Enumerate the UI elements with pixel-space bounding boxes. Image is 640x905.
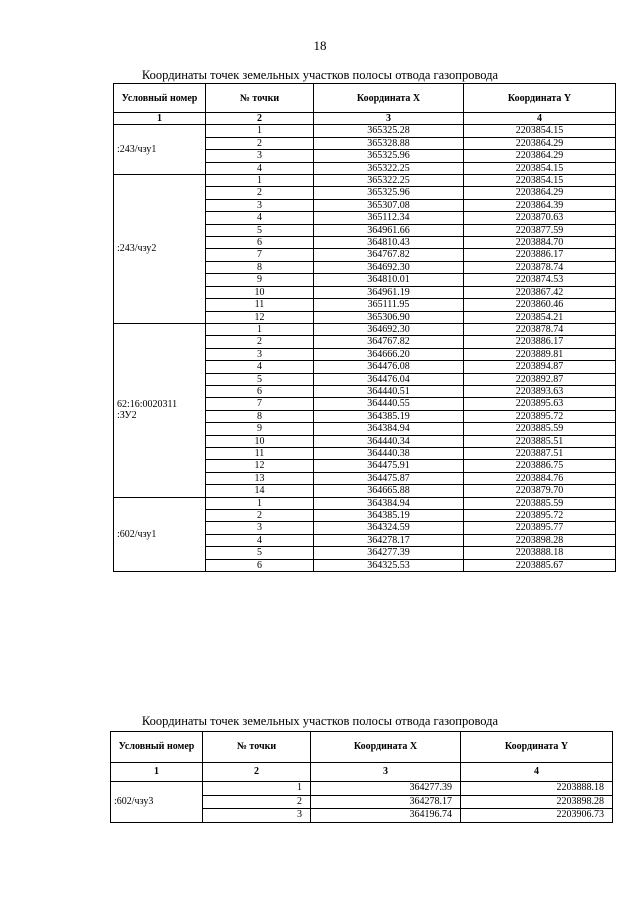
point-number-cell: 2 [206, 510, 314, 522]
point-number-cell: 12 [206, 460, 314, 472]
coord-y-cell: 2203864.29 [464, 137, 616, 149]
header-point-number: № точки [206, 84, 314, 113]
table-row [114, 497, 616, 509]
header-coord-y: Координата Y [461, 732, 613, 763]
coord-x-cell: 364810.43 [314, 237, 464, 249]
coord-x-cell: 364277.39 [311, 782, 461, 796]
point-number-cell: 1 [206, 323, 314, 335]
point-number-cell: 4 [206, 162, 314, 174]
header-point-number: № точки [203, 732, 311, 763]
coord-y-cell: 2203895.72 [464, 410, 616, 422]
point-number-cell: 6 [206, 385, 314, 397]
coord-y-cell: 2203854.15 [464, 125, 616, 137]
point-number-cell: 2 [206, 137, 314, 149]
table-row [114, 175, 616, 187]
header-parcel-id: Условный номер [111, 732, 203, 763]
point-number-cell: 10 [206, 286, 314, 298]
point-number-cell: 1 [206, 497, 314, 509]
point-number-cell: 9 [206, 274, 314, 286]
index-cell: 3 [314, 113, 464, 125]
point-number-cell: 3 [206, 150, 314, 162]
table-row [114, 125, 616, 137]
point-number-cell: 1 [206, 175, 314, 187]
coord-y-cell: 2203895.77 [464, 522, 616, 534]
coord-y-cell: 2203885.51 [464, 435, 616, 447]
coord-x-cell: 364324.59 [314, 522, 464, 534]
point-number-cell: 2 [206, 336, 314, 348]
coord-y-cell: 2203892.87 [464, 373, 616, 385]
coord-y-cell: 2203895.72 [464, 510, 616, 522]
coord-x-cell: 364385.19 [314, 410, 464, 422]
header-coord-x: Координата X [314, 84, 464, 113]
coord-y-cell: 2203860.46 [464, 299, 616, 311]
coord-y-cell: 2203894.87 [464, 361, 616, 373]
coord-x-cell: 364476.04 [314, 373, 464, 385]
coord-x-cell: 364384.94 [314, 423, 464, 435]
coord-y-cell: 2203877.59 [464, 224, 616, 236]
coord-y-cell: 2203884.76 [464, 472, 616, 484]
header-parcel-id: Условный номер [114, 84, 206, 113]
coord-x-cell: 364440.51 [314, 385, 464, 397]
point-number-cell: 11 [206, 299, 314, 311]
point-number-cell: 7 [206, 398, 314, 410]
table-caption-1: Координаты точек земельных участков полосы отвода газопровода [141, 68, 499, 82]
coord-x-cell: 364385.19 [314, 510, 464, 522]
point-number-cell: 3 [203, 809, 311, 823]
coord-y-cell: 2203870.63 [464, 212, 616, 224]
coord-x-cell: 365325.28 [314, 125, 464, 137]
point-number-cell: 10 [206, 435, 314, 447]
point-number-cell: 2 [203, 795, 311, 809]
coord-x-cell: 365112.34 [314, 212, 464, 224]
coord-y-cell: 2203898.28 [461, 795, 613, 809]
coord-y-cell: 2203874.53 [464, 274, 616, 286]
point-number-cell: 5 [206, 373, 314, 385]
point-number-cell: 6 [206, 237, 314, 249]
coordinates-table-1 [113, 83, 616, 572]
table-row [114, 323, 616, 335]
index-cell: 1 [114, 113, 206, 125]
coord-x-cell: 364440.55 [314, 398, 464, 410]
coord-x-cell: 365325.96 [314, 150, 464, 162]
index-cell: 2 [206, 113, 314, 125]
coord-x-cell: 365325.96 [314, 187, 464, 199]
point-number-cell: 1 [206, 125, 314, 137]
point-number-cell: 1 [203, 782, 311, 796]
coord-y-cell: 2203895.63 [464, 398, 616, 410]
header-coord-y: Координата Y [464, 84, 616, 113]
coord-y-cell: 2203884.70 [464, 237, 616, 249]
coord-y-cell: 2203888.18 [461, 782, 613, 796]
coord-y-cell: 2203888.18 [464, 547, 616, 559]
point-number-cell: 11 [206, 447, 314, 459]
coord-y-cell: 2203864.29 [464, 150, 616, 162]
coord-x-cell: 364325.53 [314, 559, 464, 571]
page-number: 18 [313, 38, 327, 53]
coord-x-cell: 364665.88 [314, 485, 464, 497]
coordinates-table-2 [110, 731, 613, 823]
point-number-cell: 8 [206, 261, 314, 273]
coord-y-cell: 2203887.51 [464, 447, 616, 459]
point-number-cell: 9 [206, 423, 314, 435]
header-coord-x: Координата X [311, 732, 461, 763]
point-number-cell: 12 [206, 311, 314, 323]
coord-x-cell: 365322.25 [314, 162, 464, 174]
coord-x-cell: 364692.30 [314, 261, 464, 273]
coord-y-cell: 2203898.28 [464, 534, 616, 546]
point-number-cell: 3 [206, 199, 314, 211]
coord-y-cell: 2203854.15 [464, 175, 616, 187]
index-cell: 3 [311, 763, 461, 782]
table-row [111, 782, 613, 796]
coord-y-cell: 2203879.70 [464, 485, 616, 497]
index-cell: 4 [464, 113, 616, 125]
coord-y-cell: 2203854.15 [464, 162, 616, 174]
point-number-cell: 2 [206, 187, 314, 199]
coord-x-cell: 364692.30 [314, 323, 464, 335]
point-number-cell: 5 [206, 547, 314, 559]
coord-x-cell: 365307.08 [314, 199, 464, 211]
coord-x-cell: 364767.82 [314, 249, 464, 261]
point-number-cell: 5 [206, 224, 314, 236]
parcel-id-cell: :243/чзу1 [114, 125, 206, 175]
point-number-cell: 8 [206, 410, 314, 422]
coord-x-cell: 365111.95 [314, 299, 464, 311]
index-cell: 1 [111, 763, 203, 782]
point-number-cell: 3 [206, 522, 314, 534]
coord-x-cell: 365322.25 [314, 175, 464, 187]
coord-y-cell: 2203906.73 [461, 809, 613, 823]
coord-x-cell: 364961.19 [314, 286, 464, 298]
point-number-cell: 6 [206, 559, 314, 571]
coord-x-cell: 364666.20 [314, 348, 464, 360]
parcel-id-cell: :602/чзу3 [111, 782, 203, 823]
coord-y-cell: 2203878.74 [464, 323, 616, 335]
coord-y-cell: 2203878.74 [464, 261, 616, 273]
coord-x-cell: 364278.17 [314, 534, 464, 546]
coord-y-cell: 2203885.59 [464, 497, 616, 509]
point-number-cell: 4 [206, 361, 314, 373]
coord-x-cell: 364767.82 [314, 336, 464, 348]
coord-y-cell: 2203886.75 [464, 460, 616, 472]
coord-x-cell: 364810.01 [314, 274, 464, 286]
coord-y-cell: 2203885.67 [464, 559, 616, 571]
coord-y-cell: 2203854.21 [464, 311, 616, 323]
table-caption-2: Координаты точек земельных участков полосы отвода газопровода [141, 714, 499, 728]
coord-x-cell: 364440.38 [314, 447, 464, 459]
coord-y-cell: 2203886.17 [464, 249, 616, 261]
coord-y-cell: 2203886.17 [464, 336, 616, 348]
point-number-cell: 4 [206, 534, 314, 546]
coord-x-cell: 364277.39 [314, 547, 464, 559]
coord-y-cell: 2203885.59 [464, 423, 616, 435]
coord-y-cell: 2203893.63 [464, 385, 616, 397]
coord-x-cell: 364475.91 [314, 460, 464, 472]
point-number-cell: 7 [206, 249, 314, 261]
point-number-cell: 3 [206, 348, 314, 360]
index-cell: 2 [203, 763, 311, 782]
point-number-cell: 4 [206, 212, 314, 224]
coord-x-cell: 365306.90 [314, 311, 464, 323]
parcel-id-cell: :243/чзу2 [114, 175, 206, 324]
parcel-id-cell: 62:16:0020311 :ЗУ2 [114, 323, 206, 497]
coord-x-cell: 364961.66 [314, 224, 464, 236]
coord-x-cell: 364440.34 [314, 435, 464, 447]
point-number-cell: 14 [206, 485, 314, 497]
coord-x-cell: 364196.74 [311, 809, 461, 823]
coord-y-cell: 2203889.81 [464, 348, 616, 360]
index-cell: 4 [461, 763, 613, 782]
parcel-id-cell: :602/чзу1 [114, 497, 206, 571]
coord-y-cell: 2203864.29 [464, 187, 616, 199]
coord-x-cell: 364278.17 [311, 795, 461, 809]
point-number-cell: 13 [206, 472, 314, 484]
coord-x-cell: 364384.94 [314, 497, 464, 509]
coord-x-cell: 364475.87 [314, 472, 464, 484]
coord-y-cell: 2203864.39 [464, 199, 616, 211]
coord-y-cell: 2203867.42 [464, 286, 616, 298]
coord-x-cell: 364476.08 [314, 361, 464, 373]
coord-x-cell: 365328.88 [314, 137, 464, 149]
